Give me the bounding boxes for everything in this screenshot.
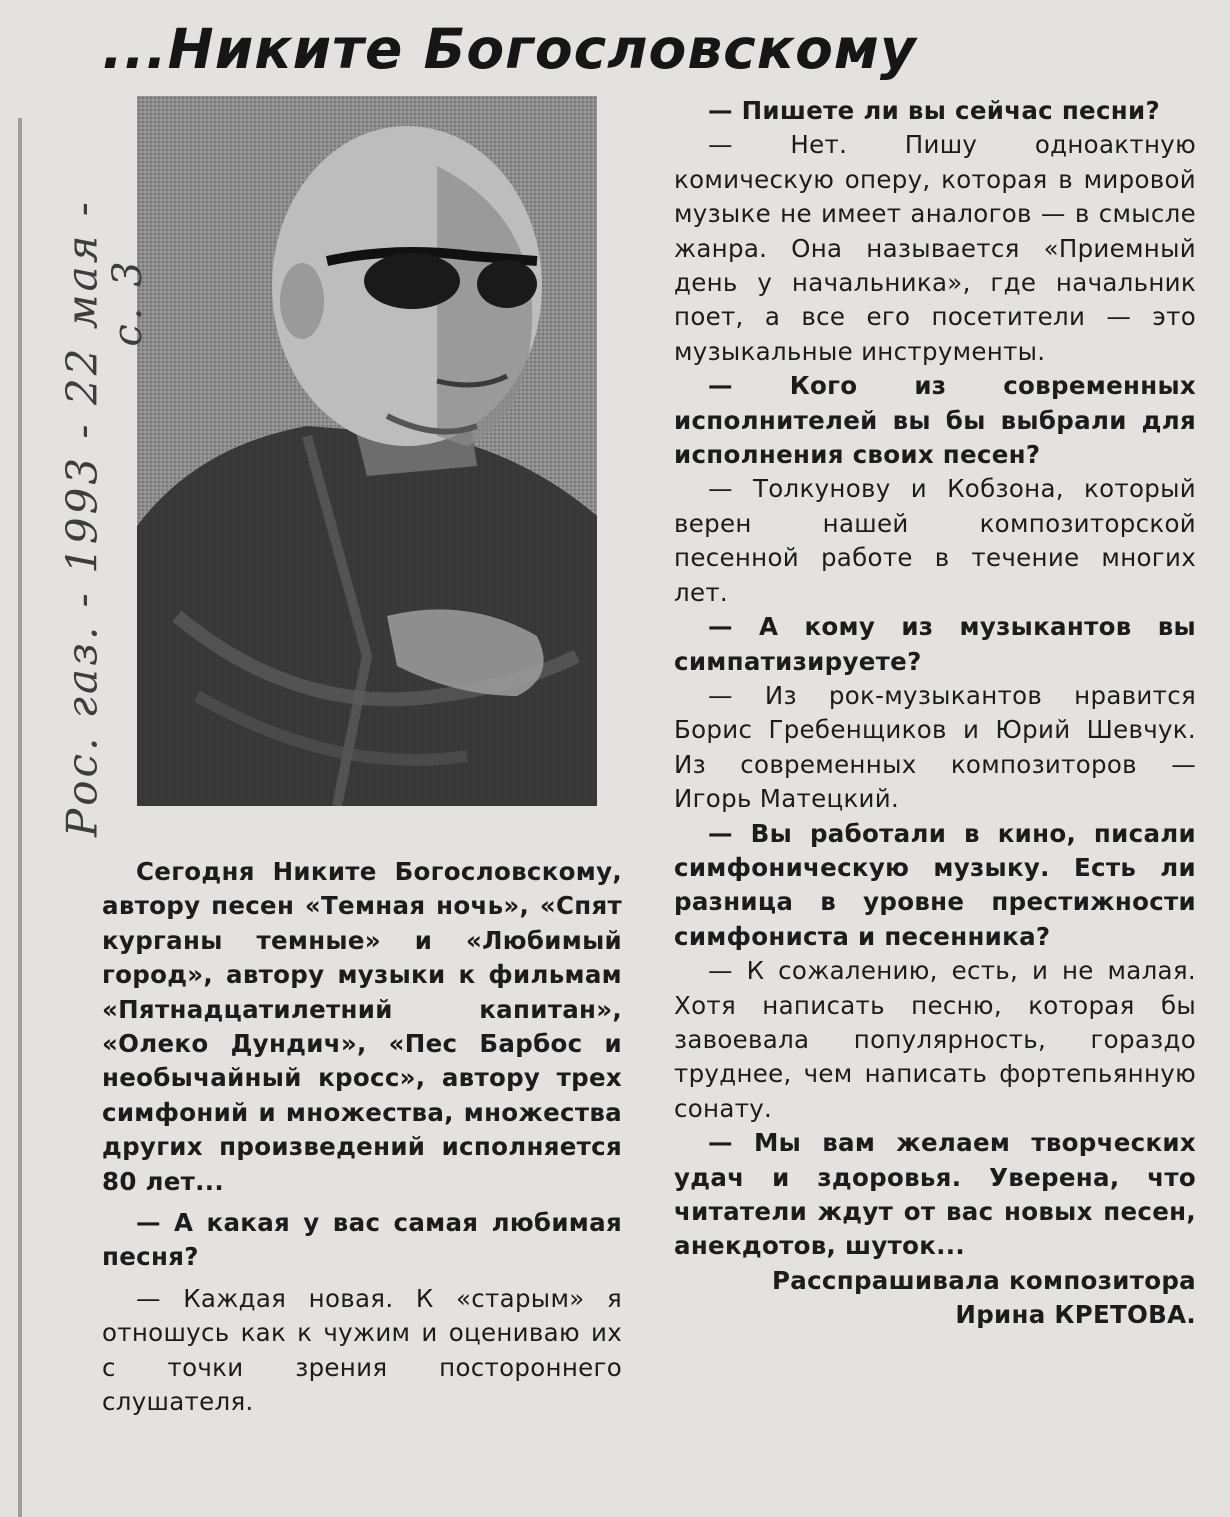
closing-remark: — Мы вам желаем творческих удач и здоровья. Уверена, что читатели ждут от вас новых песен, анекдотов, шуток... bbox=[674, 1128, 1196, 1261]
handwritten-date-text: Рос. газ. - 1993 - 22 мая - bbox=[57, 199, 107, 837]
question-2: — Пишете ли вы сейчас песни? bbox=[708, 96, 1160, 125]
handwritten-page-text: с. 3 bbox=[105, 257, 151, 347]
left-column bbox=[102, 855, 622, 1420]
intro-paragraph: Сегодня Никите Богословскому, автору песен «Темная ночь», «Спят курганы темные» и «Любимый город», автору музыки к фильмам «Пятнадцатилетний капитан», «Олеко Дундич», «Пес Барбос и необычайный кросс», автору трех симфоний и множества, множества других произведений исполняется 80 лет... bbox=[102, 857, 622, 1196]
answer-2: — Нет. Пишу одноактную комическую оперу, которая в мировой музыке не имеет аналогов — в смысле жанра. Она называется «Приемный день у начальника», где начальник поет, а все его посетители — это музыкальные инструменты. bbox=[674, 130, 1196, 366]
question-4: — А кому из музыкантов вы симпатизируете? bbox=[674, 612, 1196, 676]
answer-1: — Каждая новая. К «старым» я отношусь как к чужим и оцениваю их с точки зрения постороннего слушателя. bbox=[102, 1283, 622, 1417]
fold-line bbox=[18, 118, 22, 1517]
portrait-photo bbox=[137, 96, 597, 806]
answer-5: — К сожалению, есть, и не малая. Хотя написать песню, которая бы завоевала популярность, гораздо труднее, чем написать фортепьянную сонату. bbox=[674, 956, 1196, 1123]
signature-line-2: Ирина КРЕТОВА. bbox=[955, 1300, 1196, 1330]
signature-line-1: Расспрашивала композитора bbox=[771, 1265, 1196, 1295]
answer-3: — Толкунову и Кобзона, который верен нашей композиторской песенной работе в течение многих лет. bbox=[674, 474, 1196, 607]
portrait-illustration bbox=[137, 96, 597, 806]
right-column bbox=[674, 94, 1196, 1333]
question-1: — А какая у вас самая любимая песня? bbox=[102, 1208, 622, 1272]
headline: ...Никите Богословскому bbox=[102, 17, 917, 81]
question-3: — Кого из современных исполнителей вы бы выбрали для исполнения своих песен? bbox=[674, 371, 1196, 470]
question-5: — Вы работали в кино, писали симфоническую музыку. Есть ли разница в уровне престижности симфониста и песенника? bbox=[674, 818, 1196, 951]
answer-4: — Из рок-музыкантов нравится Борис Гребенщиков и Юрий Шевчук. Из современных композиторов — Игорь Матецкий. bbox=[674, 680, 1196, 814]
